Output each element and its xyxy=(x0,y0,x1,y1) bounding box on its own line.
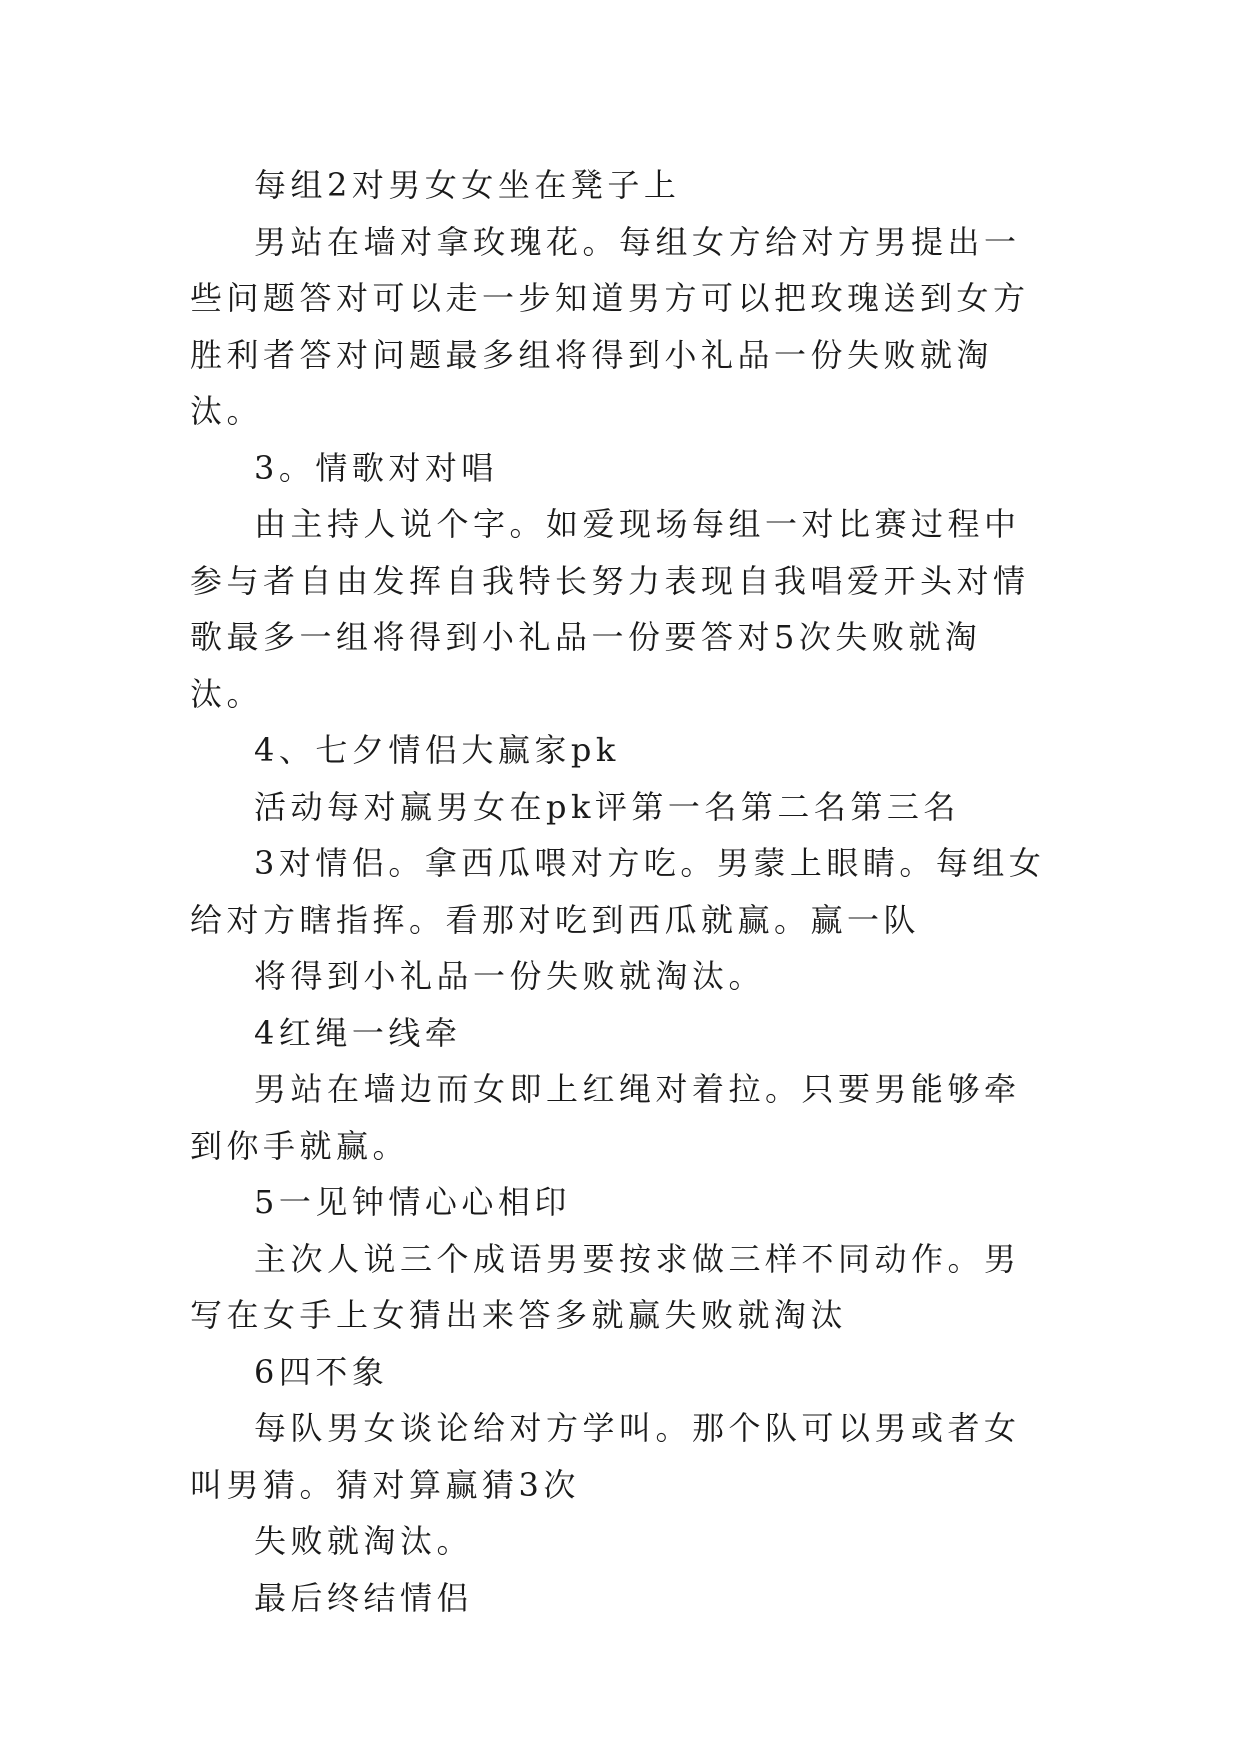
paragraph: 最后终结情侣 xyxy=(254,1578,474,1617)
paragraph: 4红绳一线牵 xyxy=(254,1013,462,1052)
paragraph: 5一见钟情心心相印 xyxy=(254,1183,571,1221)
paragraph: 3。情歌对对唱 xyxy=(254,448,498,487)
paragraph: 每队男女谈论给对方学叫。那个队可以男或者女叫男猜。猜对算赢猜3次 xyxy=(190,1409,1021,1504)
paragraph: 将得到小礼品一份失败就淘汰。 xyxy=(254,957,766,995)
paragraph: 6四不象 xyxy=(254,1352,389,1391)
document-body xyxy=(190,157,1050,1626)
paragraph: 每组2对男女女坐在凳子上 xyxy=(254,166,681,204)
paragraph: 活动每对赢男女在pk评第一名第二名第三名 xyxy=(254,787,960,826)
paragraph: 由主持人说个字。如爱现场每组一对比赛过程中参与者自由发挥自我特长努力表现自我唱爱开头对情歌最多一组将得到小礼品一份要答对5次失败就淘汰。 xyxy=(190,505,1030,713)
paragraph: 3对情侣。拿西瓜喂对方吃。男蒙上眼睛。每组女给对方瞎指挥。看那对吃到西瓜就赢。赢一队 xyxy=(190,844,1046,939)
paragraph: 主次人说三个成语男要按求做三样不同动作。男写在女手上女猜出来答多就赢失败就淘汰 xyxy=(190,1239,1021,1334)
paragraph: 4、七夕情侣大赢家pk xyxy=(254,731,620,769)
paragraph: 男站在墙对拿玫瑰花。每组女方给对方男提出一些问题答对可以走一步知道男方可以把玫瑰送到女方胜利者答对问题最多组将得到小礼品一份失败就淘汰。 xyxy=(190,222,1030,430)
paragraph: 男站在墙边而女即上红绳对着拉。只要男能够牵到你手就赢。 xyxy=(190,1070,1021,1165)
paragraph: 失败就淘汰。 xyxy=(254,1522,474,1560)
